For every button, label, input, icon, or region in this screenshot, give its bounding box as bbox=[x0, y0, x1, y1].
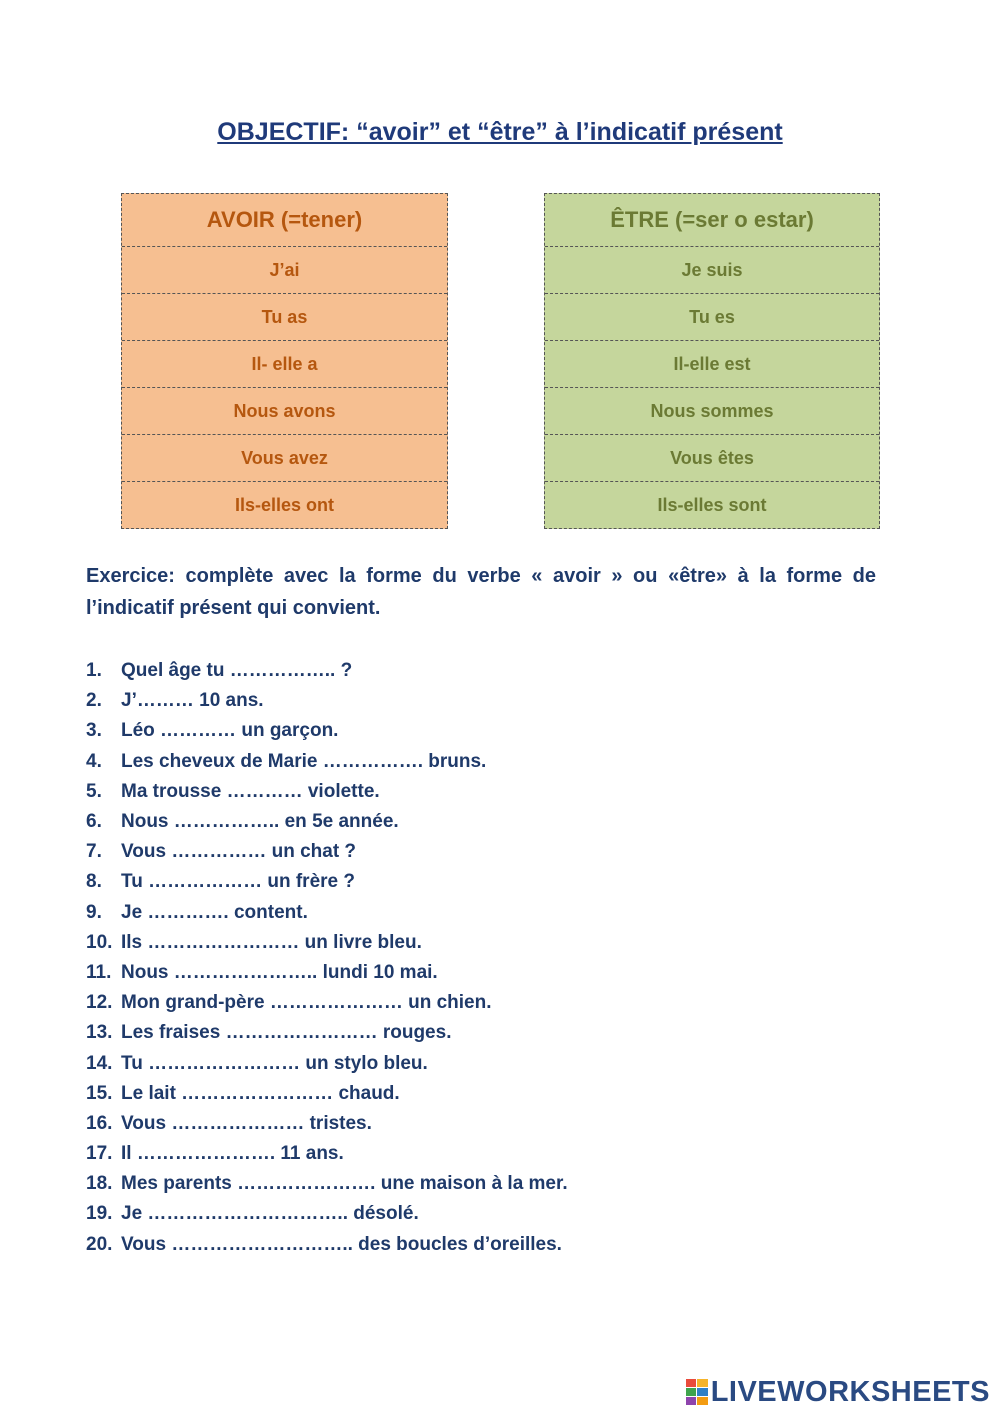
exercise-text: Ma trousse ………… violette. bbox=[121, 780, 380, 802]
avoir-row: Nous avons bbox=[122, 387, 447, 434]
exercise-number: 5. bbox=[86, 780, 102, 802]
exercise-item[interactable] bbox=[86, 1109, 886, 1139]
exercise-list bbox=[86, 656, 886, 1260]
exercise-item[interactable] bbox=[86, 656, 886, 686]
exercise-number: 8. bbox=[86, 871, 102, 893]
etre-table-header: ÊTRE (=ser o estar) bbox=[610, 207, 814, 232]
exercise-number: 16. bbox=[86, 1112, 113, 1134]
exercise-instructions: Exercice: complète avec la forme du verbe « avoir » ou «être» à la forme de l’indicatif présent qui convient. bbox=[86, 565, 876, 619]
exercise-text: Je ………………………….. désolé. bbox=[121, 1203, 419, 1225]
exercise-item[interactable] bbox=[86, 747, 886, 777]
exercise-item[interactable] bbox=[86, 1199, 886, 1229]
exercise-number: 2. bbox=[86, 690, 102, 712]
exercise-text: Vous …………… un chat ? bbox=[121, 841, 357, 863]
logo-tile bbox=[686, 1388, 697, 1396]
exercise-text: Quel âge tu …………….. ? bbox=[121, 660, 353, 682]
logo-tile bbox=[697, 1388, 708, 1396]
exercise-text: Nous ………………….. lundi 10 mai. bbox=[121, 961, 438, 983]
avoir-row: J’ai bbox=[122, 246, 447, 293]
exercise-item[interactable] bbox=[86, 898, 886, 928]
worksheet-title: OBJECTIF: “avoir” et “être” à l’indicatif présent bbox=[217, 118, 783, 146]
exercise-number: 3. bbox=[86, 720, 102, 742]
exercise-number: 14. bbox=[86, 1052, 113, 1074]
exercise-item[interactable] bbox=[86, 958, 886, 988]
exercise-item[interactable] bbox=[86, 1018, 886, 1048]
exercise-text: Vous ……………………….. des boucles d’oreilles. bbox=[121, 1233, 562, 1255]
exercise-item[interactable] bbox=[86, 867, 886, 897]
logo-tile bbox=[686, 1379, 697, 1387]
etre-row: Vous êtes bbox=[545, 434, 879, 481]
liveworksheets-logo[interactable] bbox=[686, 1374, 990, 1410]
exercise-item[interactable] bbox=[86, 1079, 886, 1109]
exercise-number: 13. bbox=[86, 1022, 113, 1044]
liveworksheets-grid-icon bbox=[686, 1379, 708, 1405]
exercise-text: Mes parents …………………. une maison à la mer. bbox=[121, 1173, 568, 1195]
exercise-number: 12. bbox=[86, 992, 113, 1014]
exercise-number: 20. bbox=[86, 1233, 113, 1255]
exercise-item[interactable] bbox=[86, 1169, 886, 1199]
exercise-number: 19. bbox=[86, 1203, 113, 1225]
exercise-item[interactable] bbox=[86, 928, 886, 958]
exercise-text: Léo ………… un garçon. bbox=[121, 720, 339, 742]
exercise-text: Je …………. content. bbox=[121, 901, 308, 923]
exercise-text: Vous ………………… tristes. bbox=[121, 1112, 372, 1134]
exercise-number: 11. bbox=[86, 961, 112, 983]
avoir-row: Ils-elles ont bbox=[122, 481, 447, 528]
avoir-table-header: AVOIR (=tener) bbox=[206, 207, 363, 232]
exercise-item[interactable] bbox=[86, 1048, 886, 1078]
exercise-number: 1. bbox=[86, 660, 102, 682]
avoir-conjugation-table bbox=[121, 193, 448, 529]
exercise-text: Tu ……………… un frère ? bbox=[121, 871, 355, 893]
exercise-text: Les fraises …………………… rouges. bbox=[121, 1022, 452, 1044]
exercise-text: J’……… 10 ans. bbox=[121, 690, 264, 712]
exercise-item[interactable] bbox=[86, 1230, 886, 1260]
exercise-item[interactable] bbox=[86, 807, 886, 837]
etre-conjugation-table bbox=[544, 193, 880, 529]
exercise-item[interactable] bbox=[86, 837, 886, 867]
exercise-text: Nous …………….. en 5e année. bbox=[121, 811, 399, 833]
logo-tile bbox=[697, 1379, 708, 1387]
exercise-text: Il …………………. 11 ans. bbox=[121, 1143, 344, 1165]
etre-row: Il-elle est bbox=[545, 340, 879, 387]
exercise-text: Tu …………………… un stylo bleu. bbox=[121, 1052, 428, 1074]
exercise-number: 6. bbox=[86, 811, 102, 833]
exercise-text: Mon grand-père ………………… un chien. bbox=[121, 992, 492, 1014]
exercise-text: Les cheveux de Marie ……………. bruns. bbox=[121, 750, 487, 772]
logo-tile bbox=[686, 1397, 697, 1405]
exercise-item[interactable] bbox=[86, 777, 886, 807]
etre-row: Je suis bbox=[545, 246, 879, 293]
etre-row: Tu es bbox=[545, 293, 879, 340]
exercise-number: 9. bbox=[86, 901, 102, 923]
logo-wordmark: LIVEWORKSHEETS bbox=[710, 1375, 990, 1408]
etre-row: Nous sommes bbox=[545, 387, 879, 434]
exercise-item[interactable] bbox=[86, 686, 886, 716]
exercise-item[interactable] bbox=[86, 1139, 886, 1169]
exercise-number: 15. bbox=[86, 1082, 113, 1104]
exercise-number: 7. bbox=[86, 841, 102, 863]
exercise-number: 17. bbox=[86, 1143, 113, 1165]
exercise-item[interactable] bbox=[86, 716, 886, 746]
avoir-row: Vous avez bbox=[122, 434, 447, 481]
exercise-number: 18. bbox=[86, 1173, 113, 1195]
exercise-text: Le lait …………………… chaud. bbox=[121, 1082, 400, 1104]
exercise-number: 4. bbox=[86, 750, 102, 772]
exercise-item[interactable] bbox=[86, 988, 886, 1018]
exercise-number: 10. bbox=[86, 931, 113, 953]
etre-row: Ils-elles sont bbox=[545, 481, 879, 528]
avoir-row: Tu as bbox=[122, 293, 447, 340]
exercise-text: Ils …………………… un livre bleu. bbox=[121, 931, 422, 953]
avoir-row: Il- elle a bbox=[122, 340, 447, 387]
logo-tile bbox=[697, 1397, 708, 1405]
